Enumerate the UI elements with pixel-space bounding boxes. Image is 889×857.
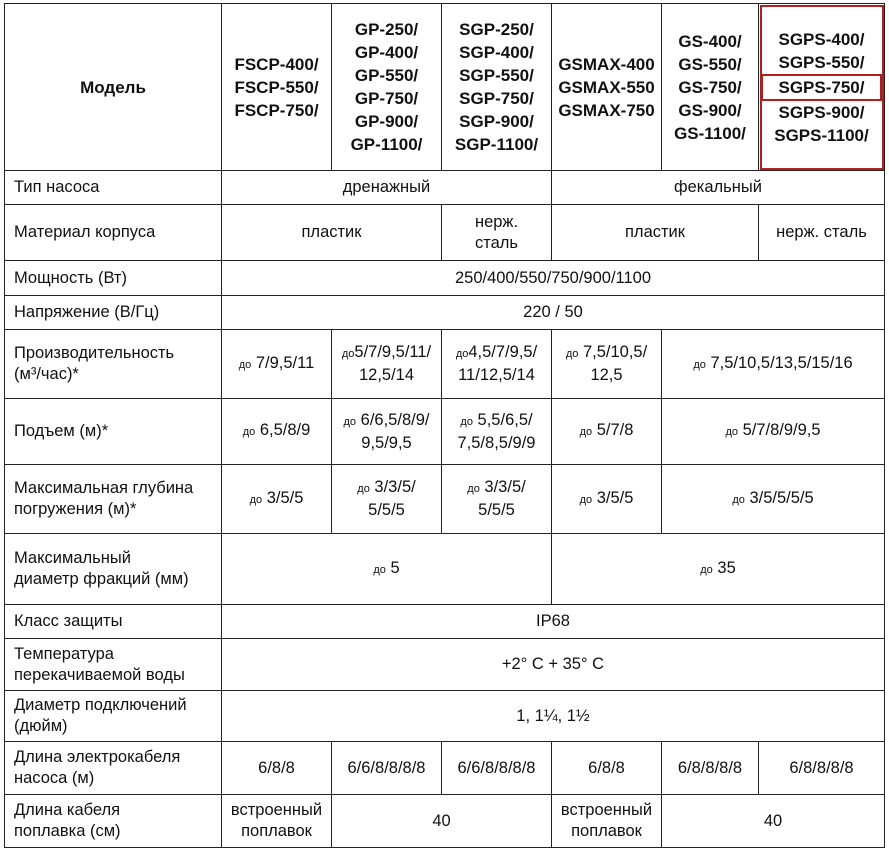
row-body-material: Материал корпуса пластик нерж. сталь пластик нерж. сталь	[5, 205, 885, 261]
row-power: Мощность (Вт) 250/400/550/750/900/1100	[5, 261, 885, 296]
row-voltage: Напряжение (В/Гц) 220 / 50	[5, 296, 885, 330]
model-col-sgps: SGPS-400/ SGPS-550/ SGPS-750/ SGPS-900/ SGPS-1100/	[759, 4, 885, 171]
header-row	[5, 4, 885, 171]
row-depth: Максимальная глубина погружения (м)* до 3/5/5 до 3/3/5/ 5/5/5 до 3/3/5/ 5/5/5 до 3/5/5 до 3/5/5/5/5	[5, 465, 885, 534]
model-col-sgp: SGP-250/ SGP-400/ SGP-550/ SGP-750/ SGP-900/ SGP-1100/	[442, 4, 552, 171]
row-cable: Длина электрокабеля насоса (м) 6/8/8 6/6/8/8/8/8 6/6/8/8/8/8 6/8/8 6/8/8/8/8 6/8/8/8/8	[5, 742, 885, 795]
pump-type-drainage: дренажный	[222, 171, 552, 205]
highlighted-model: SGPS-750/	[761, 74, 882, 101]
row-protection: Класс защиты IP68	[5, 605, 885, 639]
model-col-gp: GP-250/ GP-400/ GP-550/ GP-750/ GP-900/ GP-1100/	[332, 4, 442, 171]
spec-table	[4, 3, 885, 848]
model-col-fscp: FSCP-400/ FSCP-550/ FSCP-750/	[222, 4, 332, 171]
row-capacity: Производительность (м³/час)* до 7/9,5/11 до5/7/9,5/11/ 12,5/14 до4,5/7/9,5/ 11/12,5/14 до 7,5/10,5/ 12,5 до 7,5/10,5/13,5/15/16	[5, 330, 885, 399]
row-temperature: Температура перекачиваемой воды +2° C + 35° C	[5, 639, 885, 691]
row-connection: Диаметр подключений (дюйм) 1, 1¼, 1½	[5, 691, 885, 742]
row-fraction: Максимальный диаметр фракций (мм) до 5 до 35	[5, 534, 885, 605]
pump-type-fecal: фекальный	[552, 171, 885, 205]
model-header: Модель	[5, 4, 222, 171]
row-pump-type: Тип насоса дренажный фекальный	[5, 171, 885, 205]
row-head: Подъем (м)* до 6,5/8/9 до 6/6,5/8/9/ 9,5/9,5 до 5,5/6,5/ 7,5/8,5/9/9 до 5/7/8 до 5/7/8/9/9,5	[5, 399, 885, 465]
row-float-cable: Длина кабеля поплавка (см) встроенный поплавок 40 встроенный поплавок 40	[5, 795, 885, 848]
model-col-gsmax: GSMAX-400 GSMAX-550 GSMAX-750	[552, 4, 662, 171]
model-col-gs: GS-400/ GS-550/ GS-750/ GS-900/ GS-1100/	[662, 4, 759, 171]
